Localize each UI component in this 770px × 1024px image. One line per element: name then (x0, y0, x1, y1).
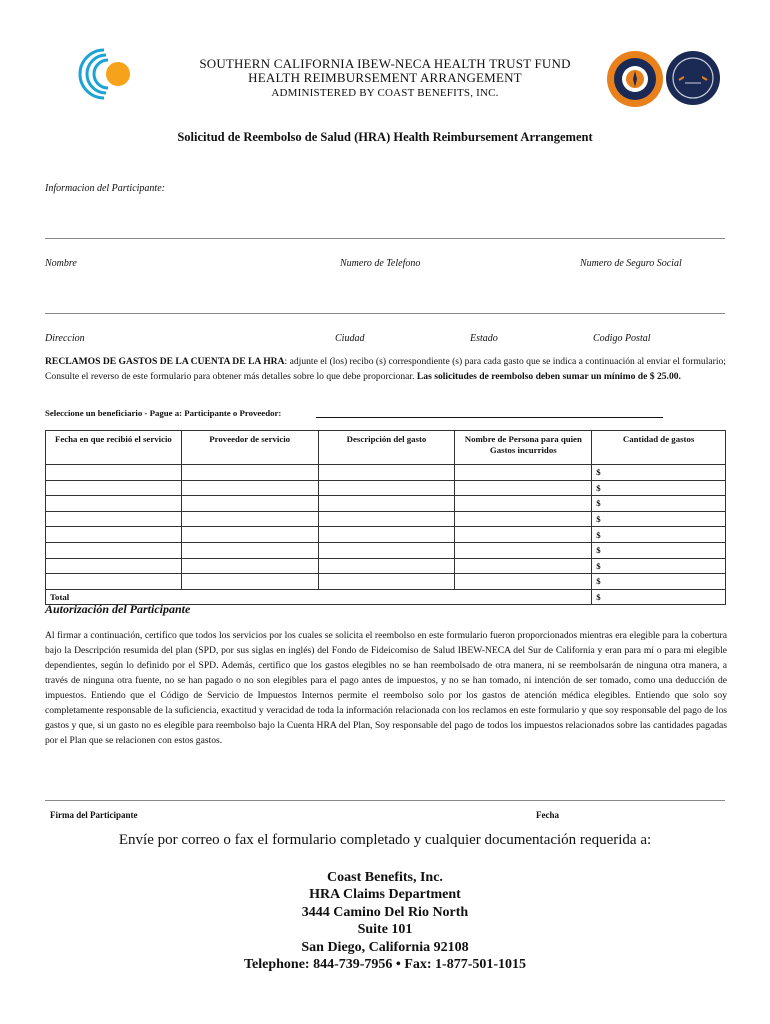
cell-provider[interactable] (181, 527, 318, 543)
cell-person[interactable] (455, 527, 592, 543)
signature-label: Firma del Participante (50, 810, 138, 820)
mailing-street: 3444 Camino Del Rio North (301, 905, 469, 920)
cell-date[interactable] (46, 465, 182, 481)
cell-description[interactable] (318, 465, 455, 481)
claims-instructions (45, 354, 727, 384)
phone-label: Numero de Telefono (340, 258, 421, 269)
mailing-instruction: Envíe por correo o fax el formulario completado y cualquier documentación requerida a: (118, 832, 652, 848)
table-row (46, 574, 726, 590)
cell-person[interactable] (455, 511, 592, 527)
table-row (46, 542, 726, 558)
cell-provider[interactable] (181, 574, 318, 590)
header-administrator: ADMINISTERED BY COAST BENEFITS, INC. (271, 87, 499, 99)
cell-date[interactable] (46, 527, 182, 543)
ibew-seal-icon (606, 50, 664, 108)
name-field-line[interactable] (45, 238, 725, 239)
cell-amount[interactable]: $ (592, 542, 726, 558)
cell-description[interactable] (318, 574, 455, 590)
mailing-company: Coast Benefits, Inc. (327, 870, 443, 885)
cell-provider[interactable] (181, 496, 318, 512)
cell-amount[interactable]: $ (592, 527, 726, 543)
state-label: Estado (470, 333, 498, 344)
table-row (46, 511, 726, 527)
beneficiary-field-line[interactable] (316, 417, 663, 418)
cell-description[interactable] (318, 480, 455, 496)
cell-description[interactable] (318, 542, 455, 558)
cell-date[interactable] (46, 574, 182, 590)
table-row (46, 527, 726, 543)
cell-person[interactable] (455, 558, 592, 574)
cell-amount[interactable]: $ (592, 574, 726, 590)
cell-amount[interactable]: $ (592, 558, 726, 574)
table-row (46, 480, 726, 496)
header-trust-fund-name: SOUTHERN CALIFORNIA IBEW-NECA HEALTH TRUST FUND (199, 56, 571, 71)
cell-date[interactable] (46, 480, 182, 496)
form-title: Solicitud de Reembolso de Salud (HRA) Health Reimbursement Arrangement (177, 130, 593, 144)
cell-provider[interactable] (181, 558, 318, 574)
cell-date[interactable] (46, 511, 182, 527)
col-header-provider: Proveedor de servicio (181, 431, 318, 465)
name-label: Nombre (45, 258, 77, 269)
cell-date[interactable] (46, 542, 182, 558)
address-label: Direccion (45, 333, 85, 344)
claims-text: : adjunte el (los) recibo (s) correspondiente (s) para cada gasto que se indica a continuación al enviar el formulario; Consulte el reverso de este formulario para obtener más detalles sobre lo que debe proporcionar. (45, 356, 726, 382)
beneficiary-label: Seleccione un beneficiario - Pague a: Participante o Proveedor: (45, 408, 282, 418)
cell-date[interactable] (46, 496, 182, 512)
table-row (46, 465, 726, 481)
cell-person[interactable] (455, 465, 592, 481)
total-label: Total (46, 589, 592, 605)
col-header-description: Descripción del gasto (318, 431, 455, 465)
cell-provider[interactable] (181, 511, 318, 527)
authorization-heading: Autorización del Participante (45, 602, 191, 616)
cell-description[interactable] (318, 558, 455, 574)
table-row (46, 496, 726, 512)
header-arrangement-name: HEALTH REIMBURSEMENT ARRANGEMENT (248, 70, 522, 85)
ssn-label: Numero de Seguro Social (580, 258, 682, 269)
expense-table (45, 430, 726, 605)
mailing-department: HRA Claims Department (309, 887, 461, 902)
total-amount[interactable]: $ (592, 589, 726, 605)
table-header-row (46, 431, 726, 465)
cell-provider[interactable] (181, 542, 318, 558)
city-label: Ciudad (335, 333, 365, 344)
cell-amount[interactable]: $ (592, 496, 726, 512)
cell-amount[interactable]: $ (592, 465, 726, 481)
cell-amount[interactable]: $ (592, 511, 726, 527)
mailing-suite: Suite 101 (357, 922, 413, 937)
zip-label: Codigo Postal (593, 333, 651, 344)
participant-info-heading: Informacion del Participante: (45, 183, 165, 194)
date-label: Fecha (536, 810, 559, 820)
cell-description[interactable] (318, 511, 455, 527)
cell-description[interactable] (318, 527, 455, 543)
signature-field-line[interactable] (45, 800, 725, 801)
table-row (46, 558, 726, 574)
col-header-amount: Cantidad de gastos (592, 431, 726, 465)
cell-person[interactable] (455, 542, 592, 558)
col-header-service-date: Fecha en que recibió el servicio (46, 431, 182, 465)
coast-benefits-logo-icon (74, 46, 138, 102)
claims-minimum: Las solicitudes de reembolso deben sumar un mínimo de $ 25.00. (416, 371, 681, 382)
authorization-text: Al firmar a continuación, certifico que todos los servicios por los cuales se solicita el reembolso en este formulario fueron proporcionados mientras era elegible para la cobertura bajo la Descripción resumida del plan (SPD, por sus siglas en inglés) del Fondo de Fideicomiso de Salud IBEW-NECA del Sur de California y eran para mí o para mi elegible dependientes, según lo definido por el SPD. Además, certifico que los gastos elegibles no se han reembolsado de otra manera, ni se reembolsarán de ninguna otra manera, a través de ninguna otra fuente, no se han pagado o no son elegibles para el pago antes de impuestos, y no se han tomado, ni intención de ser tomado, como una deducción de impuestos. Entiendo que el Código de Servicio de Impuestos Internos permite el reembolso solo por los gastos de atención médica elegibles. Entiendo que solo soy completamente responsable de la suficiencia, exactitud y veracidad de toda la información relacionada con los reclamos en este formulario y que soy responsable del pago de los gastos y que, si un gasto no es elegible para reembolso bajo la Cuenta HRA del Plan, Soy responsable del pago de todos los impuestos relacionados sobre las cantidades pagadas por el Plan que se relacionen con estos gastos. (45, 630, 727, 746)
claims-lead: RECLAMOS DE GASTOS DE LA CUENTA DE LA HRA (45, 356, 285, 367)
cell-person[interactable] (455, 496, 592, 512)
col-header-person-name: Nombre de Persona para quien Gastos incurridos (455, 431, 592, 465)
cell-date[interactable] (46, 558, 182, 574)
cell-provider[interactable] (181, 480, 318, 496)
cell-description[interactable] (318, 496, 455, 512)
cell-person[interactable] (455, 480, 592, 496)
cell-amount[interactable]: $ (592, 480, 726, 496)
neca-seal-icon (665, 50, 721, 106)
address-field-line[interactable] (45, 313, 725, 314)
cell-person[interactable] (455, 574, 592, 590)
mailing-city-state-zip: San Diego, California 92108 (301, 940, 469, 955)
cell-provider[interactable] (181, 465, 318, 481)
mailing-phone-fax: Telephone: 844-739-7956 • Fax: 1-877-501-1015 (243, 957, 527, 972)
